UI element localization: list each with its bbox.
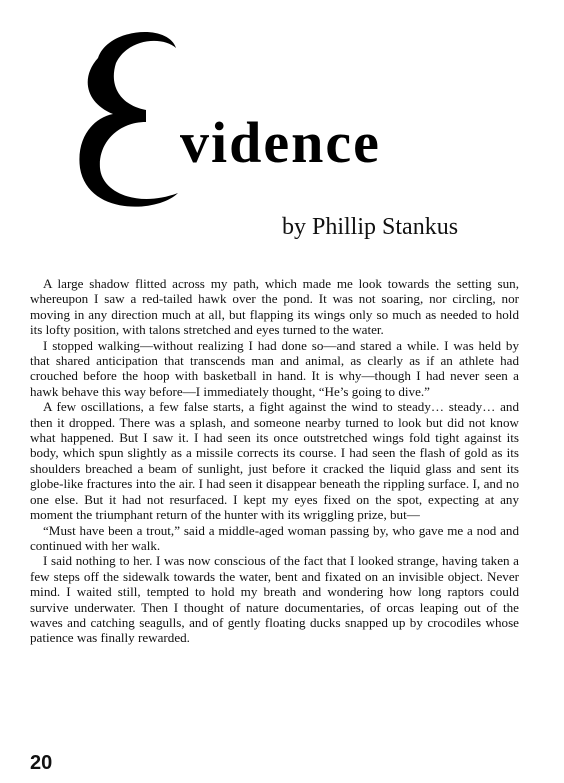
title-lettering — [68, 18, 488, 218]
paragraph: I said nothing to her. I was now conscious of the fact that I looked strange, having taken a few steps off the sidewalk towards the water, bent and fixated on an invisible object. Never mind. I waited still, tempted to hold my breath and wondering how long raptors could survive underwater. Then I thought of nature documentaries, of orcas leaping out of the waves and catching seagulls, and of gently floating ducks snapped up by crocodiles whose patience was finally rewarded. — [30, 553, 519, 646]
paragraph: A few oscillations, a few false starts, a fight against the wind to steady… steady… and then it dropped. There was a splash, and someone nearby turned to look but did not know what happened. But I saw it. I had seen its once outstretched wings fold tight against its body, which spun slightly as a missile corrects its course. I had seen the flash of gold as its shoulders breached a beam of sunlight, just before it cracked the liquid glass and sent its globe-like fractures into the air. I had seen it disappear beneath the rippling surface. I, and no one else. But it had not resurfaced. I kept my eyes fixed on the spot, expecting at any moment the triumphant return of the hunter with its wriggling prize, but— — [30, 399, 519, 523]
paragraph: A large shadow flitted across my path, which made me look towards the setting sun, whereupon I saw a red-tailed hawk over the pond. It was not soaring, nor circling, nor moving in any direction much at all, but flapping its wings only so much as needed to hold its lofty position, with talons stretched and eyes turned to the water. — [30, 276, 519, 338]
title-rest: vidence — [180, 110, 381, 175]
byline: by Phillip Stankus — [282, 214, 459, 240]
article-body — [30, 276, 519, 646]
page-number: 20 — [30, 752, 53, 774]
paragraph: I stopped walking—without realizing I had done so—and stared a while. I was held by that shared anticipation that transcends man and animal, as clearly as if an athlete had crouched before the hoop with basketball in hand. It is why—though I had never seen a hawk behave this way before—I immediately thought, “He’s going to dive.” — [30, 337, 519, 399]
initial-e-glyph — [68, 18, 188, 218]
paragraph: “Must have been a trout,” said a middle-aged woman passing by, who gave me a nod and continued with her walk. — [30, 522, 519, 553]
